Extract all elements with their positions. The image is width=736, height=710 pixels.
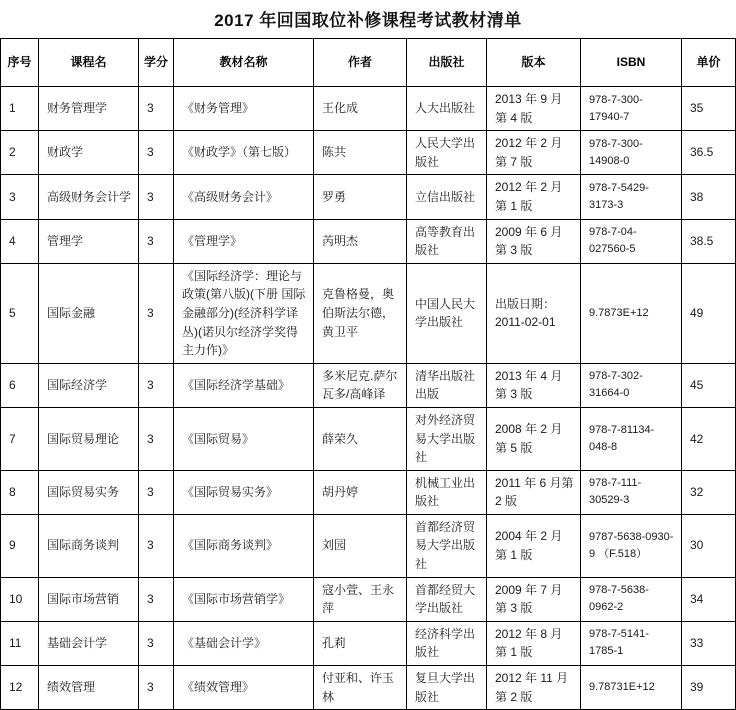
table-row	[1, 666, 736, 710]
table-row	[1, 87, 736, 131]
table-cell: 基础会计学	[39, 621, 139, 665]
table-cell: 中国人民大学出版社	[407, 263, 487, 363]
table-cell: 《绩效管理》	[174, 666, 314, 710]
table-cell: 机械工业出版社	[407, 470, 487, 514]
table-cell: 管理学	[39, 219, 139, 263]
table-cell: 2008 年 2 月第 5 版	[487, 407, 581, 470]
table-cell: 6	[1, 363, 39, 407]
header-cell-1: 课程名	[39, 39, 139, 87]
table-cell: 3	[139, 219, 174, 263]
table-cell: 9787-5638-0930-9 （F.518）	[581, 514, 682, 577]
table-cell: 国际经济学	[39, 363, 139, 407]
header-cell-4: 作者	[314, 39, 407, 87]
table-cell: 978-7-300-14908-0	[581, 131, 682, 175]
table-row	[1, 407, 736, 470]
table-cell: 首都经贸大学出版社	[407, 577, 487, 621]
table-cell: 3	[139, 470, 174, 514]
table-cell: 薛荣久	[314, 407, 407, 470]
table-cell: 8	[1, 470, 39, 514]
table-cell: 9.7873E+12	[581, 263, 682, 363]
table-cell: 首都经济贸易大学出版社	[407, 514, 487, 577]
table-cell: 复旦大学出版社	[407, 666, 487, 710]
header-cell-2: 学分	[139, 39, 174, 87]
table-cell: 978-7-111-30529-3	[581, 470, 682, 514]
table-cell: 芮明杰	[314, 219, 407, 263]
table-cell: 3	[139, 577, 174, 621]
table-cell: 《国际经济学基础》	[174, 363, 314, 407]
table-cell: 2004 年 2 月第 1 版	[487, 514, 581, 577]
table-cell: 978-7-300-17940-7	[581, 87, 682, 131]
table-cell: 《国际贸易实务》	[174, 470, 314, 514]
table-cell: 《高级财务会计》	[174, 175, 314, 219]
table-cell: 3	[139, 666, 174, 710]
table-cell: 《财务管理》	[174, 87, 314, 131]
header-cell-7: ISBN	[581, 39, 682, 87]
table-cell: 39	[682, 666, 736, 710]
table-cell: 9	[1, 514, 39, 577]
table-cell: 清华出版社出版	[407, 363, 487, 407]
table-cell: 3	[139, 621, 174, 665]
table-cell: 孔莉	[314, 621, 407, 665]
table-cell: 刘园	[314, 514, 407, 577]
page-title: 2017 年回国取位补修课程考试教材清单	[214, 11, 522, 30]
header-cell-3: 教材名称	[174, 39, 314, 87]
table-cell: 978-7-302-31664-0	[581, 363, 682, 407]
table-cell: 3	[139, 87, 174, 131]
table-cell: 《国际贸易》	[174, 407, 314, 470]
table-row	[1, 514, 736, 577]
table-cell: 3	[139, 514, 174, 577]
table-cell: 《基础会计学》	[174, 621, 314, 665]
table-cell: 2012 年 2 月第 1 版	[487, 175, 581, 219]
table-cell: 国际贸易实务	[39, 470, 139, 514]
table-cell: 32	[682, 470, 736, 514]
table-cell: 2009 年 7 月第 3 版	[487, 577, 581, 621]
table-cell: 38	[682, 175, 736, 219]
table-cell: 35	[682, 87, 736, 131]
table-cell: 3	[139, 263, 174, 363]
table-cell: 2013 年 9 月第 4 版	[487, 87, 581, 131]
table-cell: 《国际市场营销学》	[174, 577, 314, 621]
table-cell: 3	[139, 131, 174, 175]
table-cell: 国际金融	[39, 263, 139, 363]
table-row	[1, 131, 736, 175]
table-cell: 978-7-5429-3173-3	[581, 175, 682, 219]
table-cell: 4	[1, 219, 39, 263]
table-cell: 9.78731E+12	[581, 666, 682, 710]
table-cell: 5	[1, 263, 39, 363]
table-cell: 12	[1, 666, 39, 710]
table-cell: 罗勇	[314, 175, 407, 219]
table-cell: 1	[1, 87, 39, 131]
table-cell: 陈共	[314, 131, 407, 175]
header-cell-0: 序号	[1, 39, 39, 87]
table-row	[1, 175, 736, 219]
table-cell: 978-7-5141-1785-1	[581, 621, 682, 665]
table-cell: 45	[682, 363, 736, 407]
table-cell: 10	[1, 577, 39, 621]
table-cell: 立信出版社	[407, 175, 487, 219]
table-row	[1, 263, 736, 363]
table-cell: 978-7-04-027560-5	[581, 219, 682, 263]
table-cell: 3	[139, 175, 174, 219]
table-row	[1, 577, 736, 621]
table-row	[1, 470, 736, 514]
table-cell: 财政学	[39, 131, 139, 175]
table-cell: 3	[1, 175, 39, 219]
header-cell-5: 出版社	[407, 39, 487, 87]
table-cell: 49	[682, 263, 736, 363]
table-cell: 36.5	[682, 131, 736, 175]
table-cell: 对外经济贸易大学出版社	[407, 407, 487, 470]
table-cell: 30	[682, 514, 736, 577]
table-cell: 多米尼克.萨尔瓦多/高峰译	[314, 363, 407, 407]
table-cell: 绩效管理	[39, 666, 139, 710]
table-cell: 人民大学出版社	[407, 131, 487, 175]
table-cell: 高等教育出版社	[407, 219, 487, 263]
table-cell: 2012 年 8 月第 1 版	[487, 621, 581, 665]
table-cell: 《财政学》（第七版）	[174, 131, 314, 175]
table-row	[1, 219, 736, 263]
table-cell: 2012 年 11 月第 2 版	[487, 666, 581, 710]
table-cell: 978-7-81134-048-8	[581, 407, 682, 470]
table-row	[1, 621, 736, 665]
table-cell: 978-7-5638-0962-2	[581, 577, 682, 621]
table-cell: 2012 年 2 月第 7 版	[487, 131, 581, 175]
table-cell: 国际市场营销	[39, 577, 139, 621]
table-cell: 2013 年 4 月第 3 版	[487, 363, 581, 407]
table-row	[1, 363, 736, 407]
table-cell: 经济科学出版社	[407, 621, 487, 665]
table-cell: 国际贸易理论	[39, 407, 139, 470]
table-cell: 高级财务会计学	[39, 175, 139, 219]
table-body	[1, 87, 736, 710]
table-cell: 38.5	[682, 219, 736, 263]
header-cell-8: 单价	[682, 39, 736, 87]
table-cell: 克鲁格曼，奥伯斯法尔德，黄卫平	[314, 263, 407, 363]
table-cell: 7	[1, 407, 39, 470]
table-cell: 《国际商务谈判》	[174, 514, 314, 577]
table-cell: 33	[682, 621, 736, 665]
table-cell: 付亚和、许玉林	[314, 666, 407, 710]
table-cell: 42	[682, 407, 736, 470]
table-cell: 国际商务谈判	[39, 514, 139, 577]
header-row	[1, 39, 736, 87]
table-cell: 《管理学》	[174, 219, 314, 263]
table-cell: 2009 年 6 月第 3 版	[487, 219, 581, 263]
table-cell: 3	[139, 407, 174, 470]
table-cell: 3	[139, 363, 174, 407]
table-cell: 34	[682, 577, 736, 621]
table-cell: 寇小萱、王永萍	[314, 577, 407, 621]
table-cell: 财务管理学	[39, 87, 139, 131]
table-cell: 11	[1, 621, 39, 665]
table-cell: 《国际经济学：理论与政策(第八版)(下册 国际金融部分)(经济科学译丛)(诺贝尔经济学奖得主力作)》	[174, 263, 314, 363]
textbook-table	[0, 38, 736, 710]
table-cell: 2	[1, 131, 39, 175]
table-cell: 王化成	[314, 87, 407, 131]
table-cell: 出版日期：2011-02-01	[487, 263, 581, 363]
header-cell-6: 版本	[487, 39, 581, 87]
table-cell: 胡丹婷	[314, 470, 407, 514]
table-cell: 人大出版社	[407, 87, 487, 131]
table-cell: 2011 年 6 月第 2 版	[487, 470, 581, 514]
